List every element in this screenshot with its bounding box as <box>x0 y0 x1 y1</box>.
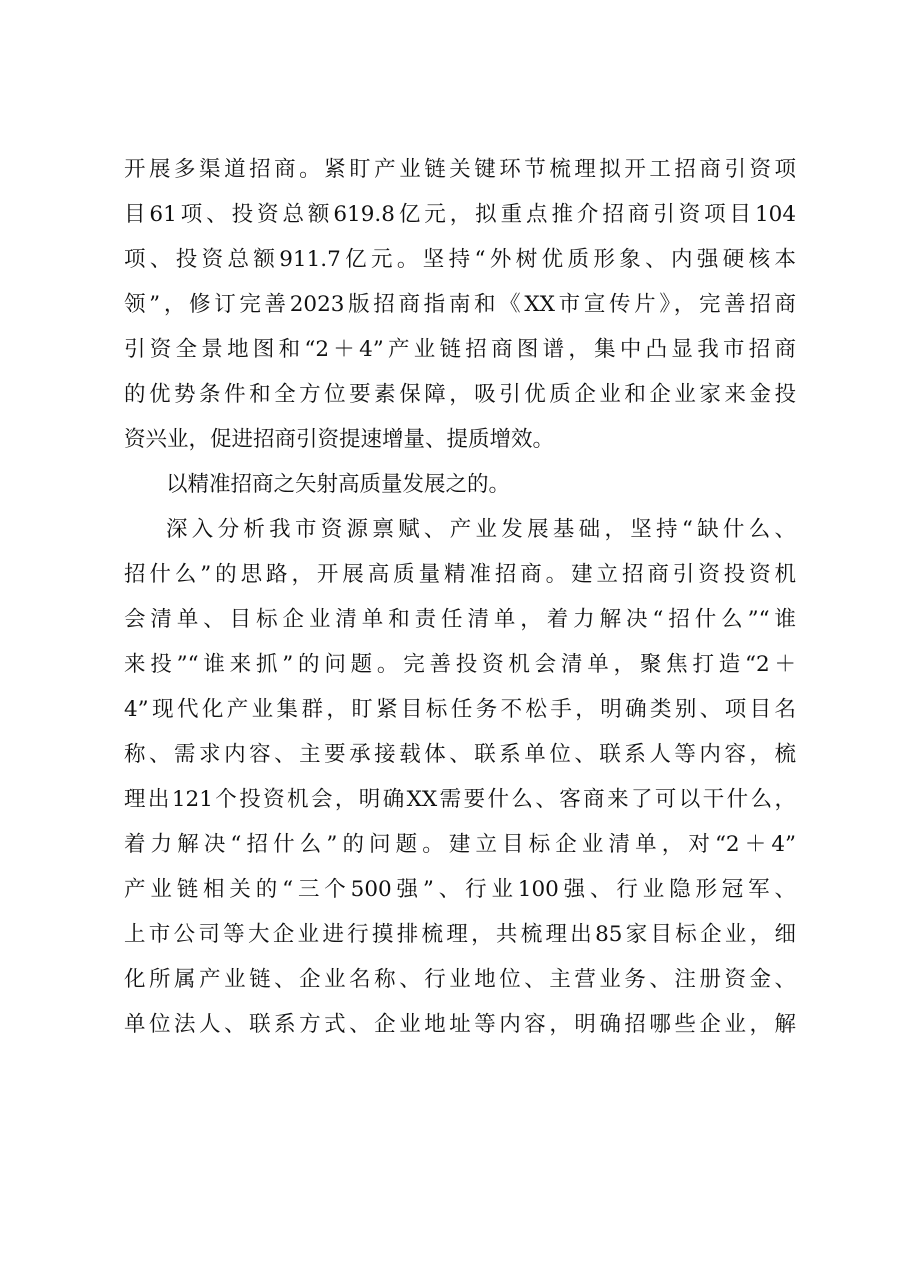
text-line: 会清单、目标企业清单和责任清单，着力解决“招什么”“谁 <box>124 607 796 632</box>
text-line: 称、需求内容、主要承接载体、联系单位、联系人等内容，梳 <box>124 742 796 767</box>
section-heading: 以精准招商之矢射高质量发展之的。 <box>166 472 511 497</box>
text-line: 化所属产业链、企业名称、行业地位、主营业务、注册资金、 <box>124 967 796 992</box>
text-line: 资兴业，促进招商引资提速增量、提质增效。 <box>124 427 555 452</box>
body-text <box>124 147 796 1047</box>
text-line: 目61项、投资总额619.8亿元，拟重点推介招商引资项目104 <box>124 202 796 227</box>
text-line: 产业链相关的“三个500强”、行业100强、行业隐形冠军、 <box>124 877 796 902</box>
text-line: 的优势条件和全方位要素保障，吸引优质企业和企业家来金投 <box>124 382 796 407</box>
text-line: 引资全景地图和“2＋4”产业链招商图谱，集中凸显我市招商 <box>124 337 796 362</box>
text-line: 领”，修订完善2023版招商指南和《XX市宣传片》，完善招商 <box>124 292 796 317</box>
text-line: 招什么”的思路，开展高质量精准招商。建立招商引资投资机 <box>124 562 796 587</box>
text-line: 上市公司等大企业进行摸排梳理，共梳理出85家目标企业，细 <box>124 922 796 947</box>
text-line: 来投”“谁来抓”的问题。完善投资机会清单，聚焦打造“2＋ <box>124 652 796 677</box>
text-line: 着力解决“招什么”的问题。建立目标企业清单，对“2＋4” <box>124 832 796 857</box>
text-line: 理出121个投资机会，明确XX需要什么、客商来了可以干什么， <box>124 787 796 812</box>
text-line: 深入分析我市资源禀赋、产业发展基础，坚持“缺什么、 <box>166 517 796 542</box>
text-line: 项、投资总额911.7亿元。坚持“外树优质形象、内强硬核本 <box>124 247 796 272</box>
text-line: 4”现代化产业集群，盯紧目标任务不松手，明确类别、项目名 <box>124 697 796 722</box>
text-line: 开展多渠道招商。紧盯产业链关键环节梳理拟开工招商引资项 <box>124 157 796 182</box>
text-line: 单位法人、联系方式、企业地址等内容，明确招哪些企业，解 <box>124 1012 796 1037</box>
